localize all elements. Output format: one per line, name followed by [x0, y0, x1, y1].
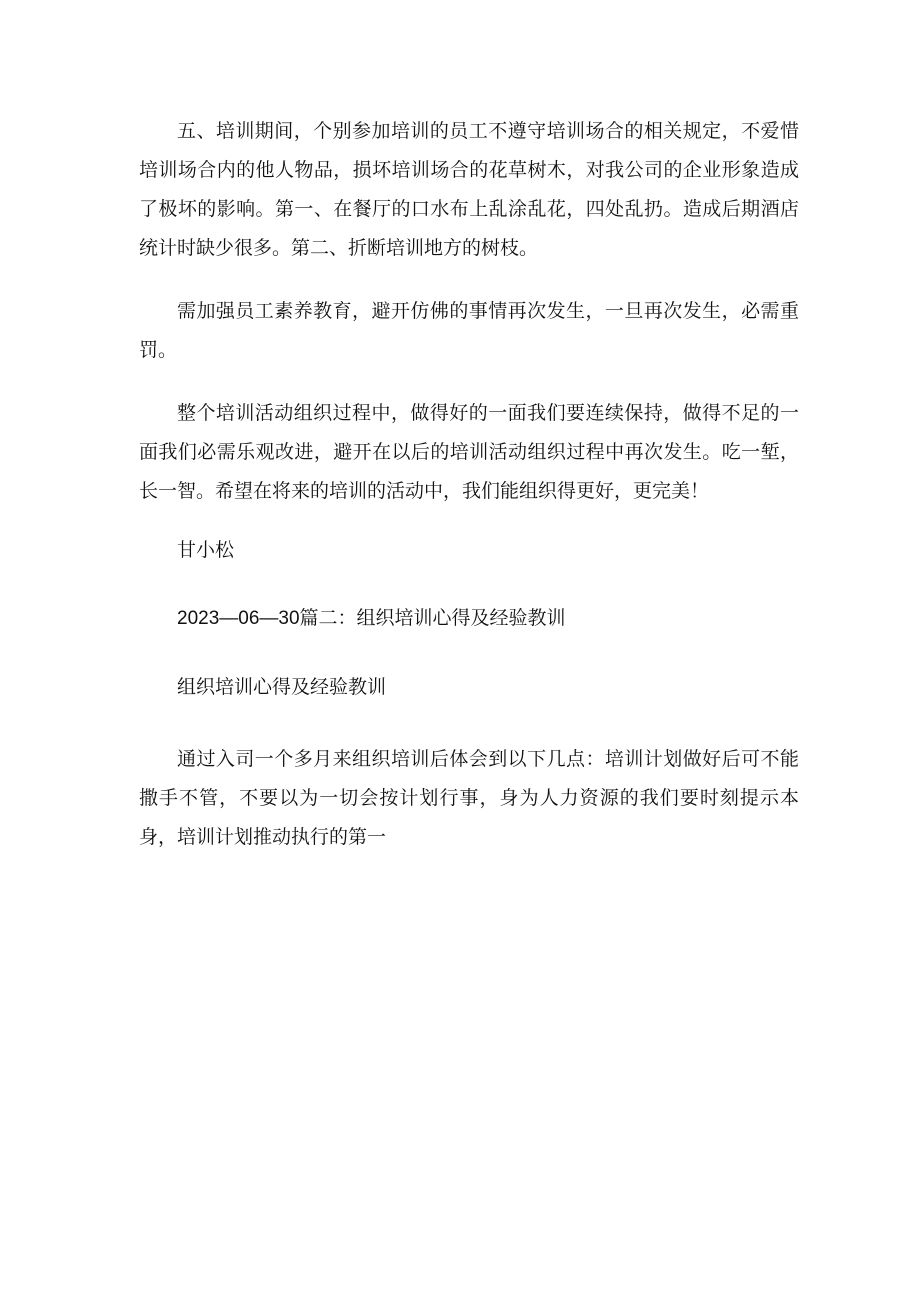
paragraph-summary: 整个培训活动组织过程中，做得好的一面我们要连续保持，做得不足的一面我们必需乐观改进，避开在以后的培训活动组织过程中再次发生。吃一堑，长一智。希望在将来的培训的活动中，我们能组织得更好，更完美！	[139, 402, 799, 502]
document-title: 组织培训心得及经验教训	[177, 676, 387, 698]
paragraph-training-violations: 五、培训期间，个别参加培训的员工不遵守培训场合的相关规定，不爱惜培训场合内的他人物品，损坏培训场合的花草树木，对我公司的企业形象造成了极坏的影响。第一、在餐厅的口水布上乱涂乱花，四处乱扔。造成后期酒店统计时缺少很多。第二、折断培训地方的树枝。	[139, 120, 799, 259]
paragraph-education-required: 需加强员工素养教育，避开仿佛的事情再次发生，一旦再次发生，必需重罚。	[139, 300, 799, 361]
section-heading: 篇二：组织培训心得及经验教训	[299, 607, 566, 629]
date-heading-line	[139, 603, 799, 634]
signature: 甘小松	[177, 539, 235, 561]
paragraph-experience: 通过入司一个多月来组织培训后体会到以下几点：培训计划做好后可不能撒手不管，不要以为一切会按计划行事，身为人力资源的我们要时刻提示本身，培训计划推动执行的第一	[139, 748, 799, 848]
document-body	[139, 112, 799, 881]
date: 2023—06—30	[177, 608, 300, 629]
